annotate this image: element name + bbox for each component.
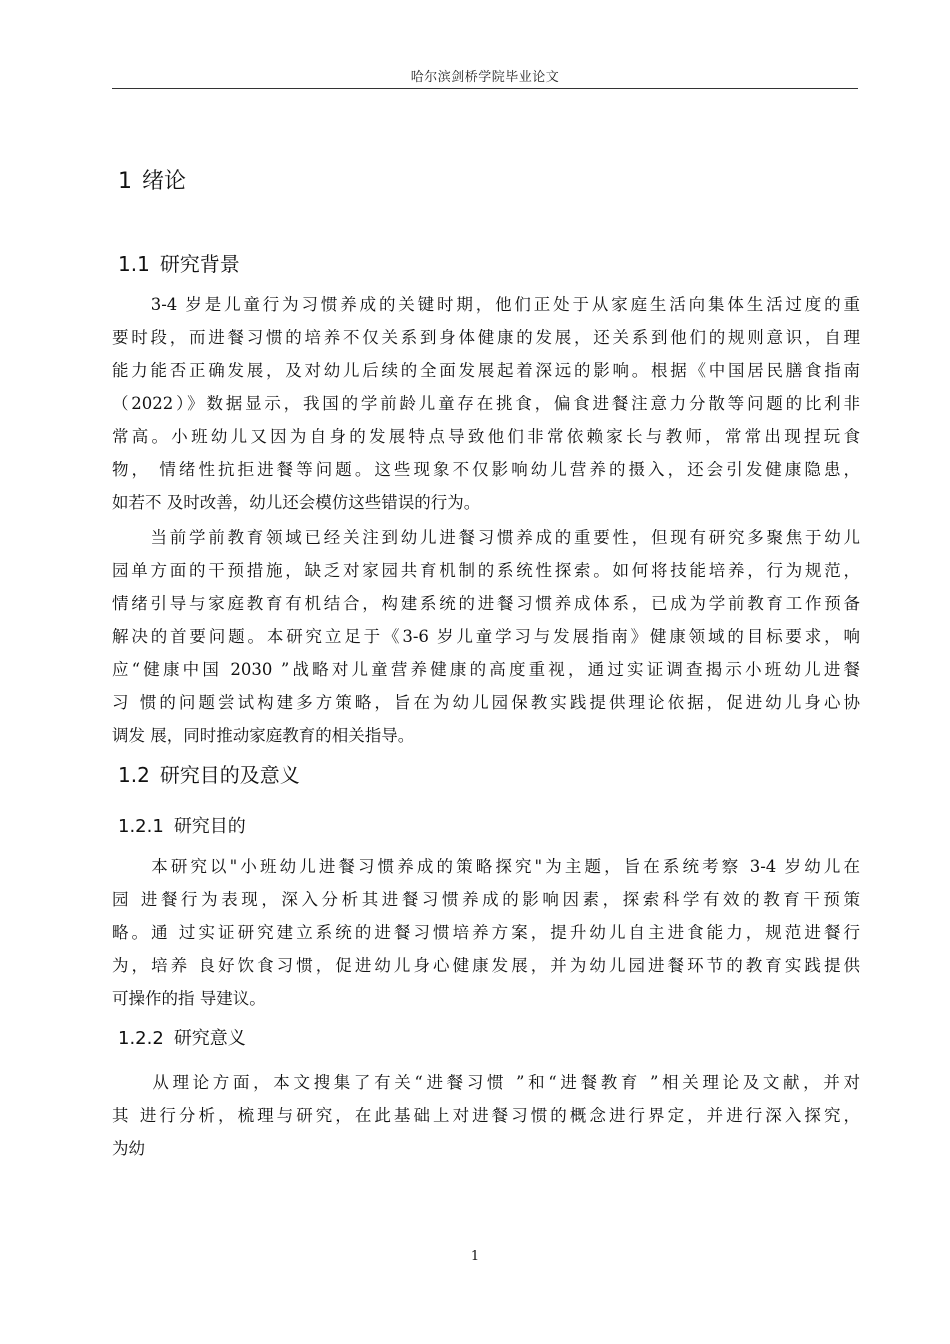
header-rule	[112, 88, 858, 89]
text-line: 解决的首要问题。本研究立足于《3-6 岁儿童学习与发展指南》健康领域的目标要求，响	[112, 627, 860, 646]
section-heading-1-1	[118, 248, 240, 277]
text-line: 可操作的指 导建议。	[112, 989, 266, 1008]
text-line: 如若不 及时改善，幼儿还会模仿这些错误的行为。	[112, 493, 481, 512]
text-line: （2022）》数据显示，我国的学前龄儿童存在挑食，偏食进餐注意力分散等问题的比利非	[112, 394, 860, 413]
subsection-heading-1-2-1	[118, 812, 246, 838]
subsection-number: 1.2.2	[118, 1028, 164, 1049]
text-line: 习 惯的问题尝试构建多方策略，旨在为幼儿园保教实践提供理论依据，促进幼儿身心协	[112, 693, 860, 712]
text-line: 为，培养 良好饮食习惯，促进幼儿身心健康发展，并为幼儿园进餐环节的教育实践提供	[112, 956, 860, 975]
paragraph-purpose	[112, 850, 860, 1015]
text-line: 当前学前教育领域已经关注到幼儿进餐习惯养成的重要性，但现有研究多聚焦于幼儿	[112, 528, 860, 547]
section-title: 研究背景	[159, 252, 240, 276]
text-line: 园单方面的干预措施，缺乏对家园共育机制的系统性探索。如何将技能培养，行为规范，	[112, 561, 860, 580]
text-line: 为幼	[112, 1139, 145, 1158]
section-heading-1-2	[118, 759, 300, 788]
text-line: 本研究以"小班幼儿进餐习惯养成的策略探究"为主题，旨在系统考察 3-4 岁幼儿在	[112, 857, 860, 876]
text-line: 常高。小班幼儿又因为自身的发展特点导致他们非常依赖家长与教师，常常出现捏玩食	[112, 427, 860, 446]
section-number: 1.2	[118, 763, 150, 787]
text-line: 调发 展，同时推动家庭教育的相关指导。	[112, 726, 415, 745]
page-header: 哈尔滨剑桥学院毕业论文	[410, 70, 560, 85]
subsection-heading-1-2-2	[118, 1024, 246, 1050]
text-line: 略。通 过实证研究建立系统的进餐习惯培养方案，提升幼儿自主进食能力，规范进餐行	[112, 923, 860, 942]
paragraph-background-2	[112, 521, 860, 752]
subsection-title: 研究意义	[173, 1028, 246, 1049]
chapter-title: 绪论	[142, 169, 187, 194]
chapter-number: 1	[118, 169, 132, 194]
text-line: 3-4 岁是儿童行为习惯养成的关键时期，他们正处于从家庭生活向集体生活过度的重	[112, 295, 860, 314]
section-number: 1.1	[118, 252, 150, 276]
text-line: 情绪引导与家庭教育有机结合，构建系统的进餐习惯养成体系，已成为学前教育工作预备	[112, 594, 860, 613]
text-line: 从理论方面，本文搜集了有关“进餐习惯 ”和“进餐教育 ”相关理论及文献，并对	[112, 1073, 860, 1092]
paragraph-background-1	[112, 288, 860, 519]
subsection-number: 1.2.1	[118, 816, 164, 837]
page-number: 1	[470, 1249, 480, 1264]
text-line: 能力能否正确发展，及对幼儿后续的全面发展起着深远的影响。根据《中国居民膳食指南	[112, 361, 860, 380]
text-line: 应“健康中国 2030 ”战略对儿童营养健康的高度重视，通过实证调查揭示小班幼儿进餐	[112, 660, 860, 679]
chapter-heading	[118, 164, 186, 195]
text-line: 物， 情绪性抗拒进餐等问题。这些现象不仅影响幼儿营养的摄入，还会引发健康隐患，	[112, 460, 860, 479]
subsection-title: 研究目的	[173, 816, 246, 837]
text-line: 园 进餐行为表现，深入分析其进餐习惯养成的影响因素，探索科学有效的教育干预策	[112, 890, 860, 909]
text-line: 要时段，而进餐习惯的培养不仅关系到身体健康的发展，还关系到他们的规则意识，自理	[112, 328, 860, 347]
paragraph-significance	[112, 1066, 860, 1165]
section-title: 研究目的及意义	[159, 763, 300, 787]
text-line: 其 进行分析，梳理与研究，在此基础上对进餐习惯的概念进行界定，并进行深入探究，	[112, 1106, 860, 1125]
